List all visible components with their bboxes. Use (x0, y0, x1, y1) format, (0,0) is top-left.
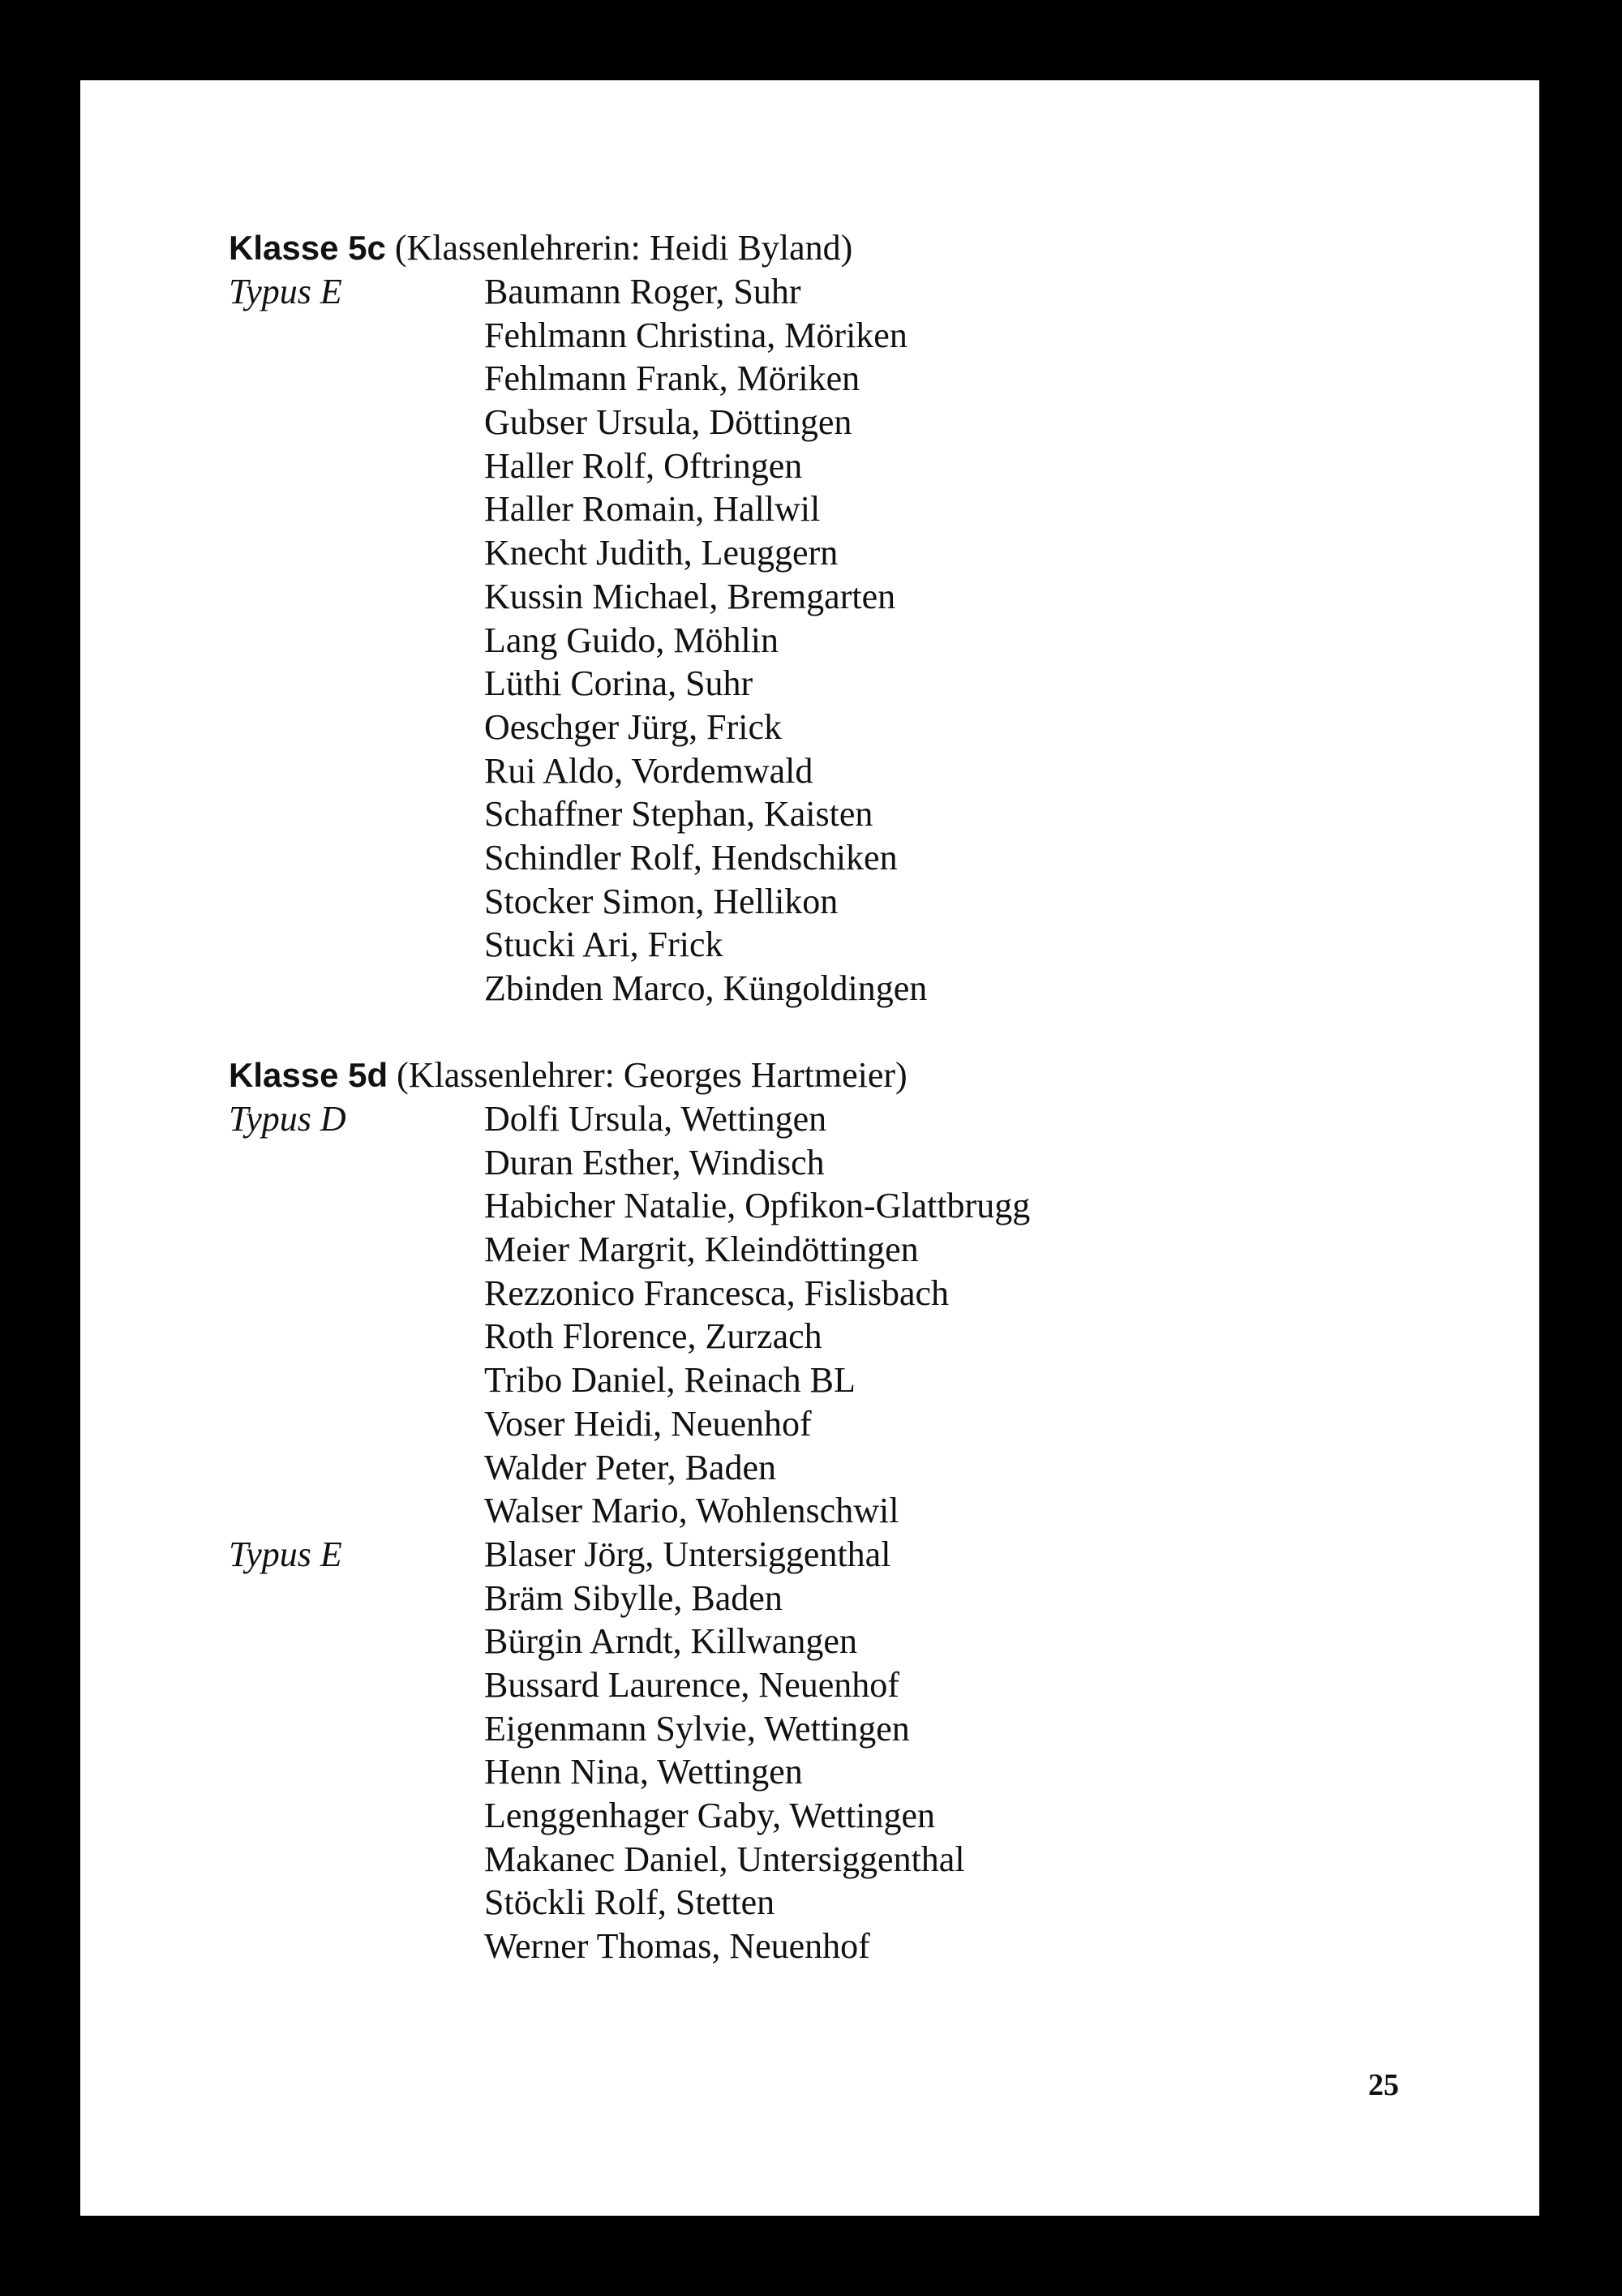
list-item: Werner Thomas, Neuenhof (484, 1926, 870, 1967)
klasse-label: Klasse 5c (229, 229, 386, 267)
list-item: Haller Romain, Hallwil (484, 489, 821, 530)
list-item: Schindler Rolf, Hendschiken (484, 837, 898, 878)
typus-group (229, 270, 1445, 1011)
list-item: Stöckli Rolf, Stetten (484, 1882, 775, 1923)
klasse-label: Klasse 5d (229, 1056, 388, 1094)
list-item: Blaser Jörg, Untersiggenthal (484, 1534, 891, 1574)
list-item: Kussin Michael, Bremgarten (484, 576, 896, 616)
document-page (80, 80, 1539, 2216)
list-item: Duran Esther, Windisch (484, 1142, 825, 1182)
list-item: Bussard Laurence, Neuenhof (484, 1664, 899, 1705)
typus-group (229, 1533, 1445, 1968)
list-item: Baumann Roger, Suhr (484, 272, 801, 311)
list-item: Bürgin Arndt, Killwangen (484, 1621, 857, 1662)
list-item: Gubser Ursula, Döttingen (484, 402, 852, 443)
list-item: Eigenmann Sylvie, Wettingen (484, 1708, 910, 1749)
list-item: Tribo Daniel, Reinach BL (484, 1360, 856, 1401)
list-item: Walser Mario, Wohlenschwil (484, 1491, 899, 1531)
section-klasse-5d (229, 1054, 1445, 1968)
typus-group (229, 1097, 1445, 1533)
list-item: Voser Heidi, Neuenhof (484, 1403, 812, 1444)
list-item: Walder Peter, Baden (484, 1447, 776, 1487)
list-item: Dolfi Ursula, Wettingen (484, 1099, 827, 1139)
list-item: Bräm Sibylle, Baden (484, 1577, 783, 1618)
typus-label: Typus E (229, 1534, 342, 1574)
list-item: Zbinden Marco, Küngoldingen (484, 968, 928, 1008)
list-item: Habicher Natalie, Opfikon-Glattbrugg (484, 1186, 1031, 1226)
list-item: Fehlmann Christina, Möriken (484, 315, 908, 355)
teacher-label: (Klassenlehrer: Georges Hartmeier) (397, 1055, 908, 1095)
list-item: Schaffner Stephan, Kaisten (484, 794, 873, 835)
list-item: Makanec Daniel, Untersiggenthal (484, 1839, 965, 1879)
page-number: 25 (1368, 2068, 1399, 2102)
section-heading (229, 226, 1445, 270)
name-list (484, 270, 1445, 1011)
typus-label: Typus E (229, 272, 342, 311)
list-item: Lang Guido, Möhlin (484, 620, 779, 660)
list-item: Henn Nina, Wettingen (484, 1752, 803, 1792)
name-list (484, 1097, 1445, 1533)
list-item: Lenggenhager Gaby, Wettingen (484, 1796, 936, 1835)
list-item: Rezzonico Francesca, Fislisbach (484, 1272, 950, 1313)
list-item: Haller Rolf, Oftringen (484, 445, 803, 486)
list-item: Oeschger Jürg, Frick (484, 706, 782, 747)
list-item: Fehlmann Frank, Möriken (484, 358, 860, 399)
typus-label: Typus D (229, 1099, 346, 1139)
section-heading (229, 1054, 1445, 1097)
list-item: Meier Margrit, Kleindöttingen (484, 1230, 919, 1270)
section-klasse-5c (229, 226, 1445, 1011)
list-item: Roth Florence, Zurzach (484, 1316, 822, 1357)
teacher-label: (Klassenlehrerin: Heidi Byland) (394, 228, 853, 268)
list-item: Rui Aldo, Vordemwald (484, 750, 813, 791)
list-item: Stocker Simon, Hellikon (484, 881, 839, 921)
name-list (484, 1533, 1445, 1968)
list-item: Stucki Ari, Frick (484, 925, 723, 965)
list-item: Lüthi Corina, Suhr (484, 663, 753, 704)
list-item: Knecht Judith, Leuggern (484, 533, 839, 573)
